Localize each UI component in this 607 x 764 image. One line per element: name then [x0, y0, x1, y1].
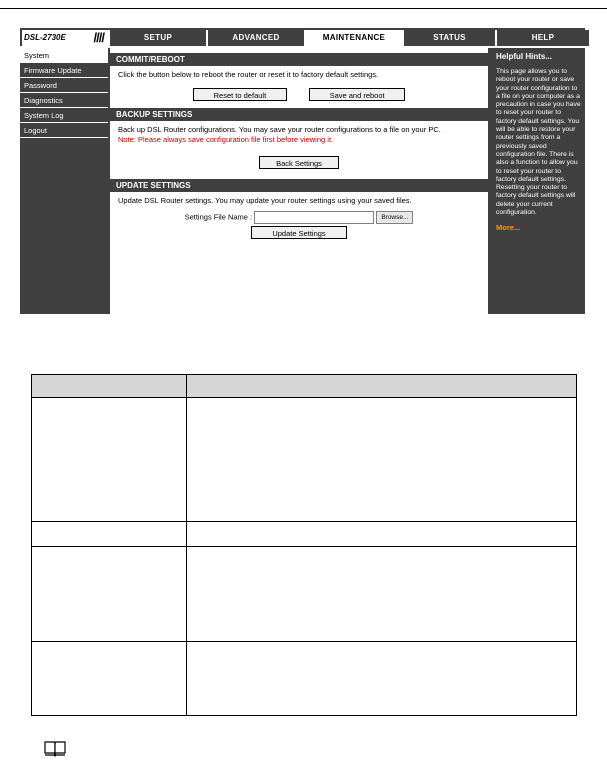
update-settings-text: Update DSL Router settings. You may update your router settings using your saved files. — [118, 196, 412, 205]
tab-status[interactable]: STATUS — [402, 30, 495, 46]
backup-settings-text: Back up DSL Router configurations. You may save your router configurations to a file on your PC. — [118, 125, 441, 134]
commit-reboot-section — [110, 66, 488, 105]
browse-button[interactable]: Browse... — [376, 211, 413, 224]
sidebar-item-password[interactable]: Password — [20, 78, 108, 93]
reset-to-default-button[interactable]: Reset to default — [193, 88, 287, 101]
tab-maintenance[interactable]: MAINTENANCE — [304, 30, 402, 46]
table-row-divider — [32, 641, 576, 642]
parameter-table — [31, 374, 577, 716]
router-ui-screenshot — [20, 28, 585, 314]
backup-settings-title: BACKUP SETTINGS — [110, 108, 488, 121]
hints-title: Helpful Hints... — [496, 52, 552, 61]
back-settings-button[interactable]: Back Settings — [259, 156, 339, 169]
update-settings-title: UPDATE SETTINGS — [110, 179, 488, 192]
update-settings-button[interactable]: Update Settings — [251, 226, 347, 239]
table-row-divider — [32, 521, 576, 522]
settings-file-input[interactable] — [254, 211, 374, 224]
commit-reboot-title: COMMIT/REBOOT — [110, 53, 488, 66]
update-settings-section — [110, 192, 488, 243]
hints-text: This page allows you to reboot your router or save your router configuration to a file on your computer as a precaution in case you have to reset your router to factory default settings. You will be able to restore your router settings from a previously saved configuration file. There is also a function to allow you to reset your router to factory default settings. Resetting your router to factory default settings will delete your current configuration. — [496, 68, 581, 217]
top-nav — [108, 30, 589, 46]
backup-settings-section — [110, 121, 488, 173]
main-content — [110, 48, 488, 314]
tab-advanced[interactable]: ADVANCED — [206, 30, 304, 46]
save-and-reboot-button[interactable]: Save and reboot — [309, 88, 405, 101]
sidebar-item-logout[interactable]: Logout — [20, 123, 108, 138]
table-row-divider — [32, 546, 576, 547]
slash-decoration-icon: //// — [93, 30, 104, 45]
table-header-row — [32, 375, 576, 398]
page-top-rule — [0, 8, 607, 9]
model-name: DSL-2730E — [24, 33, 66, 42]
sidebar-item-firmware-update[interactable]: Firmware Update — [20, 63, 108, 78]
helpful-hints-panel — [492, 48, 585, 314]
settings-file-name-label: Settings File Name : — [184, 212, 253, 222]
sidebar — [20, 48, 108, 138]
sidebar-item-diagnostics[interactable]: Diagnostics — [20, 93, 108, 108]
brand-logo — [22, 30, 108, 46]
table-column-divider — [186, 375, 187, 715]
commit-reboot-text: Click the button below to reboot the router or reset it to factory default settings. — [118, 70, 379, 79]
hints-more-link[interactable]: More... — [496, 223, 521, 233]
backup-note: Note: Please always save configuration file first before viewing it. — [118, 135, 334, 144]
sidebar-item-system-log[interactable]: System Log — [20, 108, 108, 123]
note-book-icon — [44, 739, 66, 757]
tab-help[interactable]: HELP — [495, 30, 589, 46]
sidebar-item-system[interactable]: System — [20, 48, 108, 63]
tab-setup[interactable]: SETUP — [108, 30, 206, 46]
